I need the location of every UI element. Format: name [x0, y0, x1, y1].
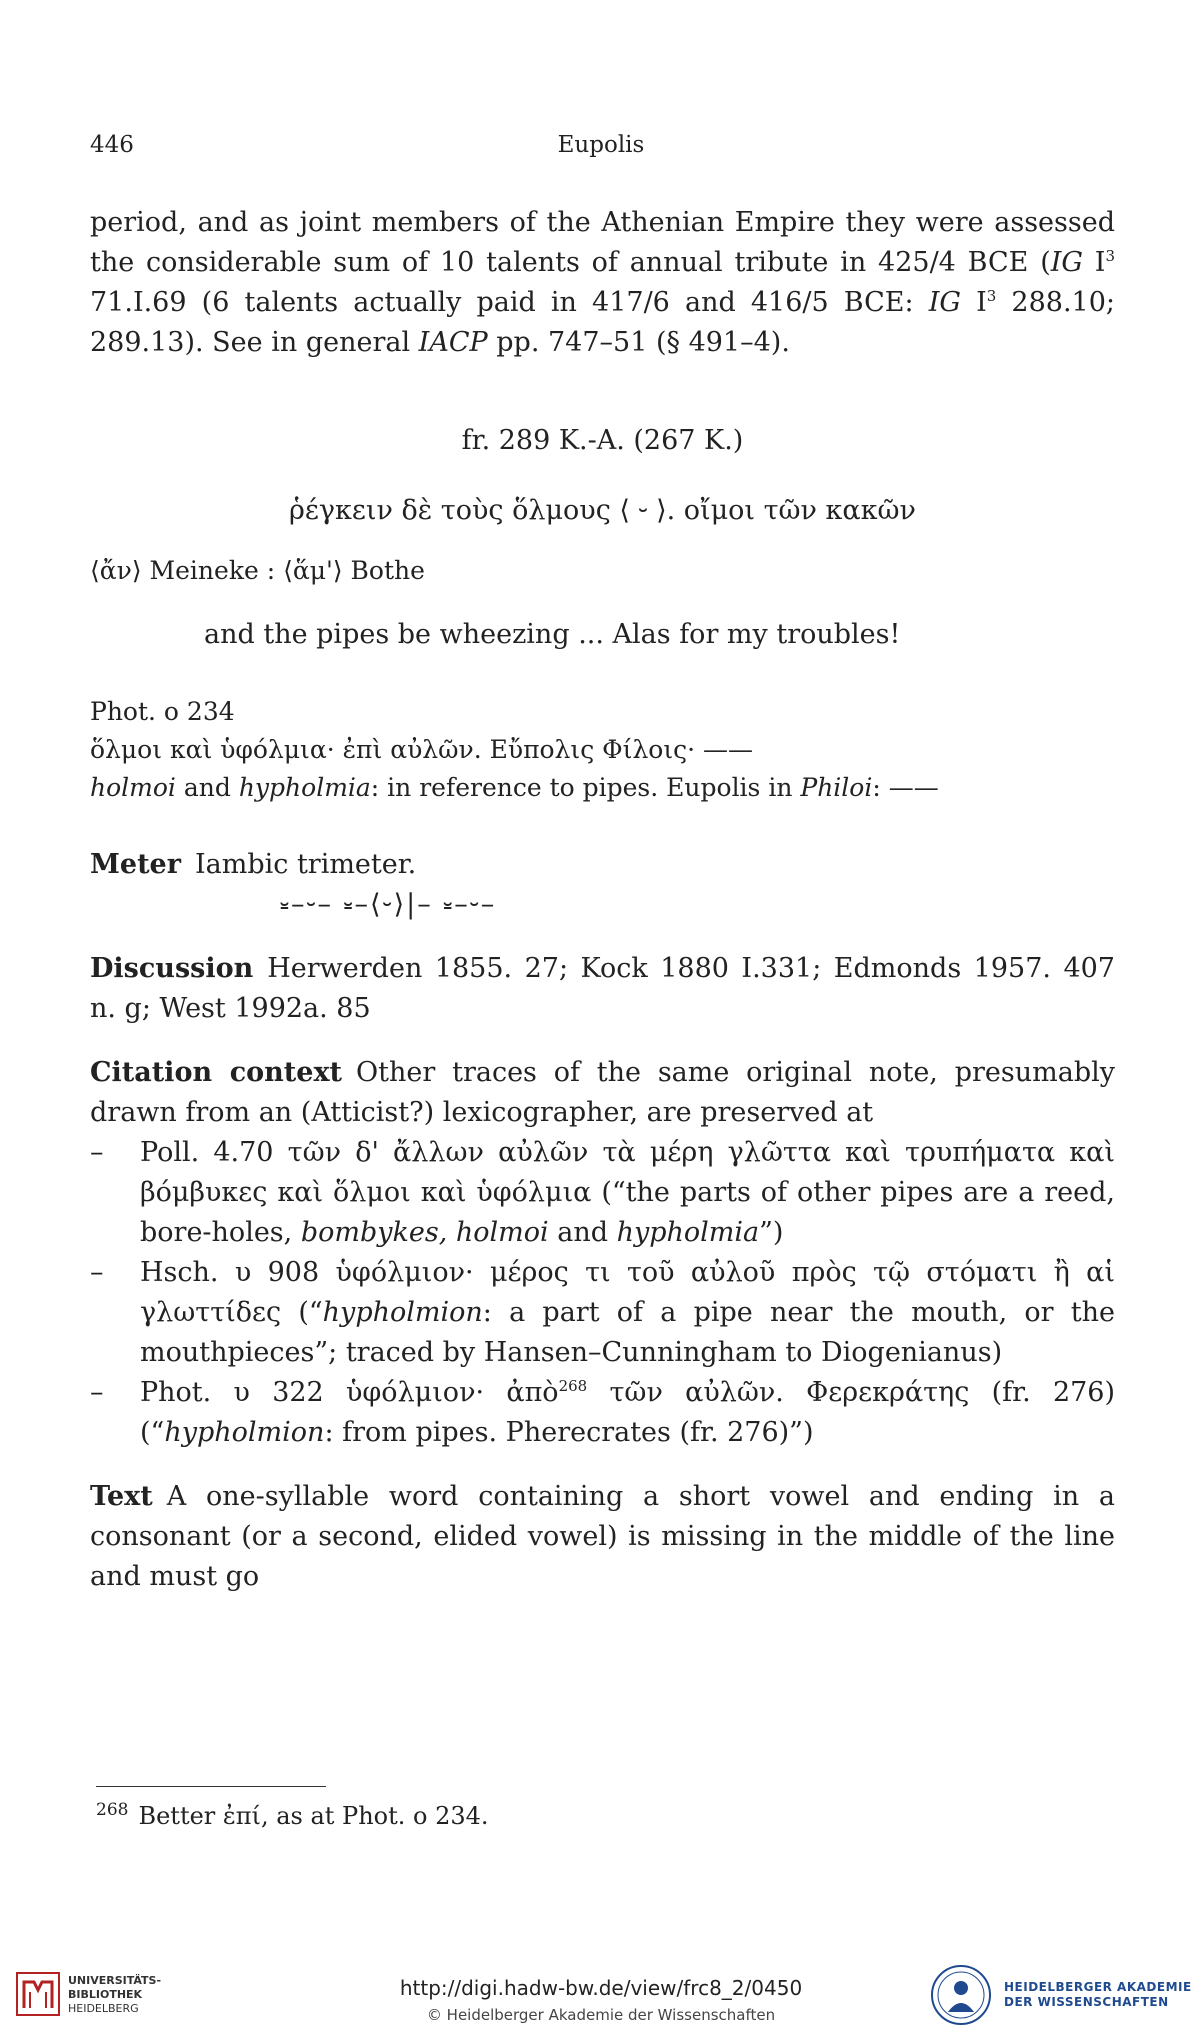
meter-label: Meter: [90, 849, 181, 880]
text-section: [90, 1477, 1115, 1597]
citation-pollux-greek: Poll. 4.70 τῶν δ' ἄλλων αὐλῶν τὰ μέρη γλῶττα καὶ τρυπήματα καὶ βόμβυκες καὶ ὅλμοι καὶ ὑφόλμια (“the parts of other pipes are a reed, bore-holes,: [140, 1137, 1115, 1248]
intro-ig-1-sup: 3: [1105, 247, 1115, 265]
academy-name: [1004, 1980, 1192, 2010]
citation-pollux-term-2: hypholmia: [616, 1217, 760, 1248]
citation-photius-greek: Phot. υ 322 ὑφόλμιον· ἀπὸ: [140, 1377, 559, 1408]
text-section-body: A one-syllable word containing a short vowel and ending in a consonant (or a second, elided vowel) is missing in the middle of the line and must go: [90, 1481, 1115, 1592]
citation-pollux-term-1: bombykes, holmoi: [300, 1217, 549, 1248]
academy-line-2: DER WISSENSCHAFTEN: [1004, 1995, 1169, 2009]
intro-ig-2-volume: I: [960, 287, 987, 318]
footnote-divider: [96, 1786, 326, 1787]
university-line-3: HEIDELBERG: [68, 2002, 139, 2015]
source-eng-6: : ——: [872, 773, 939, 802]
citation-photius-term: hypholmion: [164, 1417, 325, 1448]
intro-text-4: pp. 747–51 (§ 491–4).: [487, 327, 790, 358]
list-item: [90, 1133, 1115, 1253]
source-term-hypholmia: hypholmia: [238, 773, 371, 802]
running-header: [90, 132, 1112, 168]
intro-ig-2-sup: 3: [986, 287, 997, 305]
page-footer: [0, 1950, 1202, 2037]
source-block: [90, 693, 1115, 807]
permalink-url[interactable]: http://digi.hadw-bw.de/view/frc8_2/0450: [399, 1976, 803, 2000]
list-dash: –: [90, 1257, 104, 1288]
discussion-section: [90, 949, 1115, 1029]
list-dash: –: [90, 1137, 104, 1168]
citation-label: Citation context: [90, 1057, 343, 1088]
citation-pollux-and: and: [548, 1217, 617, 1248]
university-line-2: BIBLIOTHEK: [68, 1988, 143, 2001]
source-term-holmoi: holmoi: [90, 773, 176, 802]
list-item: [90, 1373, 1115, 1453]
source-title-philoi: Philoi: [800, 773, 873, 802]
source-translation: [90, 769, 1115, 807]
fragment-greek-text: ῥέγκειν δὲ τοὺς ὅλμους ⟨ ⏑ ⟩. οἴμοι τῶν κακῶν: [289, 495, 916, 526]
fragment-translation: and the pipes be wheezing ... Alas for my troubles!: [204, 619, 901, 650]
intro-paragraph: [90, 203, 1115, 363]
citation-section: [90, 1053, 1115, 1453]
source-greek: ὅλμοι καὶ ὑφόλμια· ἐπὶ αὐλῶν. Εὔπολις Φίλοις· ——: [90, 735, 754, 764]
page-number: 446: [90, 132, 134, 158]
list-item: [90, 1253, 1115, 1373]
list-dash: –: [90, 1377, 104, 1408]
university-line-1: UNIVERSITÄTS-: [68, 1974, 162, 1987]
critical-apparatus: ⟨ἄν⟩ Meineke : ⟨ἅμ'⟩ Bothe: [90, 556, 425, 585]
meter-section: [90, 845, 1115, 925]
discussion-text: Herwerden 1855. 27; Kock 1880 I.331; Edmonds 1957. 407 n. g; West 1992a. 85: [90, 953, 1115, 1024]
citation-text: Other traces of the same original note, presumably drawn from an (Atticist?) lexicographer, are preserved at: [90, 1057, 1115, 1128]
intro-iacp: IACP: [418, 327, 488, 358]
academy-line-1: HEIDELBERGER AKADEMIE: [1004, 1980, 1192, 1994]
intro-ig-2: IG: [928, 287, 961, 318]
citation-photius-gloss: : from pipes. Pherecrates (fr. 276)”): [324, 1417, 814, 1448]
citation-pollux-close: ”): [759, 1217, 784, 1248]
citation-hesychius-gloss: : a part of a pipe near the mouth, or the mouthpieces”; traced by Hansen–Cunningham to Diogenianus): [140, 1297, 1115, 1368]
intro-ig-1-volume: I: [1082, 247, 1106, 278]
citation-hesychius-term: hypholmion: [322, 1297, 483, 1328]
main-text: [90, 203, 1115, 1597]
fragment-heading: fr. 289 K.-A. (267 K.): [461, 425, 744, 456]
intro-text-1: period, and as joint members of the Athenian Empire they were assessed the considerable sum of 10 talents of annual tribute in 425/4 BCE (: [90, 207, 1115, 278]
source-eng-4: : in reference to pipes. Eupolis in: [370, 773, 801, 802]
copyright-notice: © Heidelberger Akademie der Wissenschaften: [426, 2006, 776, 2024]
citation-hesychius-greek: Hsch. υ 908 ὑφόλμιον· μέρος τι τοῦ αὐλοῦ πρὸς τῷ στόματι ἢ αἱ γλωττίδες (“: [140, 1257, 1115, 1328]
source-eng-2: and: [175, 773, 239, 802]
footnote-text: Better ἐπί, as at Phot. ο 234.: [138, 1802, 489, 1830]
meter-scheme: ⏓–⏑– ⏓–⟨⏑⟩|– ⏓–⏑–: [280, 889, 497, 920]
citation-intro: [90, 1053, 1115, 1133]
citation-list: [90, 1133, 1115, 1453]
footnote: [96, 1800, 489, 1830]
discussion-label: Discussion: [90, 953, 254, 984]
footnote-reference[interactable]: 268: [558, 1377, 588, 1395]
footnote-number: 268: [96, 1800, 129, 1820]
source-reference: Phot. ο 234: [90, 697, 235, 726]
text-label: Text: [90, 1481, 153, 1512]
meter-text: Iambic trimeter.: [194, 849, 417, 880]
intro-ig-1: IG: [1050, 247, 1083, 278]
intro-text-2: 71.I.69 (6 talents actually paid in 417/6 and 416/5 BCE:: [90, 287, 929, 318]
citation-photius-greek-2: τῶν αὐλῶν. Φερεκράτης (fr. 276) (“: [140, 1377, 1116, 1448]
intro-text-3: 288.10; 289.13). See in general: [90, 287, 1116, 358]
academy-seal-icon: [930, 1964, 992, 2026]
running-title: Eupolis: [557, 132, 645, 158]
